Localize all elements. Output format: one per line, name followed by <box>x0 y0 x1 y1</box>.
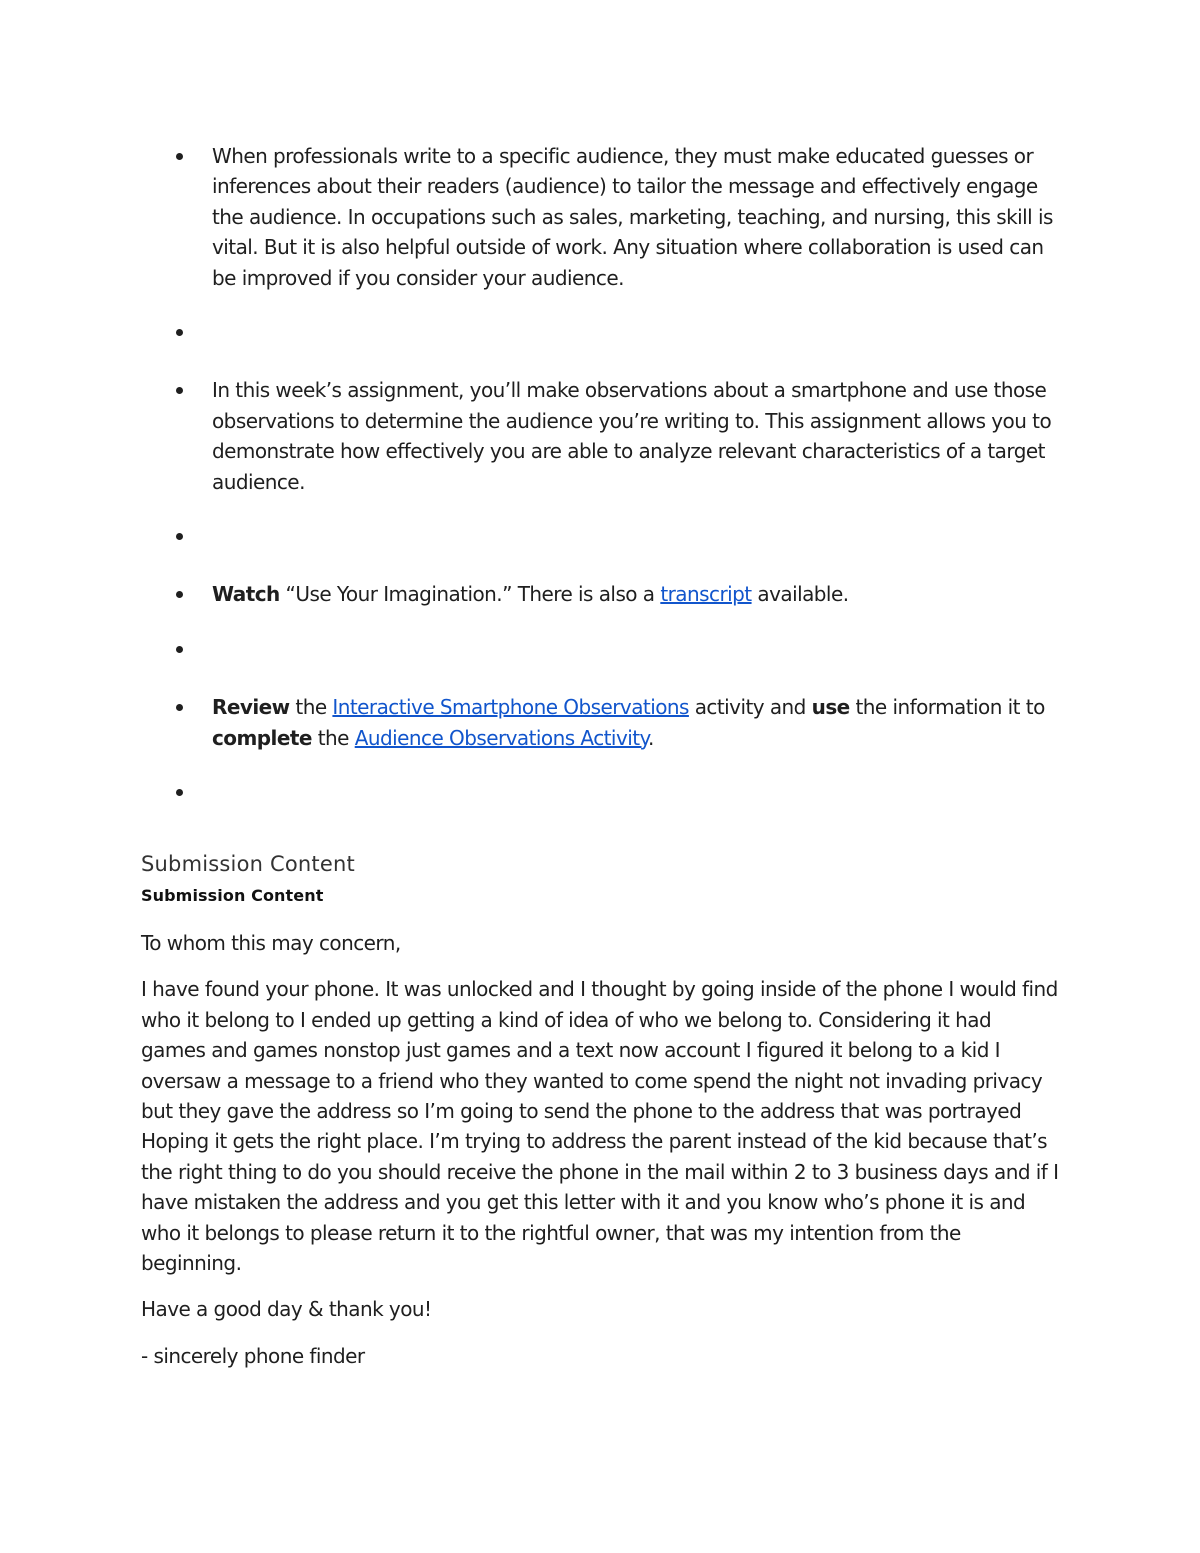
bullet-icon <box>176 533 183 540</box>
spacer <box>212 610 1072 634</box>
audience-observations-activity-link[interactable]: Audience Observations Activity <box>354 725 648 750</box>
letter-body <box>141 928 1061 1387</box>
spacer <box>212 497 1072 521</box>
bullet-icon <box>176 387 183 394</box>
list-item-text: activity and <box>688 695 812 720</box>
spacer <box>212 347 1072 375</box>
list-item-text: the <box>311 725 355 750</box>
submission-heading: Submission Content <box>141 852 355 876</box>
empty-list-item <box>212 777 1072 807</box>
transcript-link[interactable]: transcript <box>660 582 752 607</box>
spacer <box>212 753 1072 777</box>
bullet-icon <box>176 789 183 796</box>
spacer <box>212 664 1072 692</box>
list-item-text: available. <box>751 582 849 607</box>
spacer <box>212 551 1072 579</box>
submission-subheading: Submission Content <box>141 886 324 905</box>
bullet-icon <box>176 329 183 336</box>
list-item <box>212 579 1072 609</box>
empty-list-item <box>212 634 1072 664</box>
bullet-icon <box>176 591 183 598</box>
instruction-list <box>212 141 1072 807</box>
letter-closing: Have a good day & thank you! <box>141 1297 432 1322</box>
use-keyword: use <box>811 695 850 720</box>
letter-paragraph: I have found your phone. It was unlocked and I thought by going inside of the phone I would find who it belong to I ended up getting a kind of idea of who we belong to. Considering it had games and games nonstop just games and a text now account I figured it belong to a kid I oversaw a message to a friend who they wanted to come spend the night not invading privacy but they gave the address so I’m going to send the phone to the address that was portrayed Hoping it gets the right place. I’m trying to address the parent instead of the kid because that’s the right thing to do you should receive the phone in the mail within 2 to 3 business days and if I have mistaken the address and you get this letter with it and you know who’s phone it is and who it belongs to please return it to the rightful owner, that was my intention from the beginning. <box>141 977 1059 1276</box>
letter-signature: - sincerely phone finder <box>141 1343 365 1368</box>
list-item <box>212 375 1072 497</box>
list-item-text: . <box>647 725 654 750</box>
review-keyword: Review <box>212 695 290 720</box>
interactive-smartphone-observations-link[interactable]: Interactive Smartphone Observations <box>332 695 689 720</box>
empty-list-item <box>212 521 1072 551</box>
bullet-icon <box>176 153 183 160</box>
list-item-text: the information it to <box>849 695 1045 720</box>
list-item-text: When professionals write to a specific audience, they must make educated guesses or inferences about their readers (audience) to tailor the message and effectively engage the audience. In occupations such as sales, marketing, teaching, and nursing, this skill is vital. But it is also helpful outside of work. Any situation where collaboration is used can be improved if you consider your audience. <box>212 144 1053 290</box>
complete-keyword: complete <box>212 725 312 750</box>
bullet-icon <box>176 646 183 653</box>
watch-keyword: Watch <box>212 582 280 607</box>
list-item <box>212 692 1072 753</box>
bullet-icon <box>176 704 183 711</box>
letter-greeting: To whom this may concern, <box>141 931 401 955</box>
empty-list-item <box>212 317 1072 347</box>
list-item-text: “Use Your Imagination.” There is also a <box>279 582 661 607</box>
spacer <box>212 293 1072 317</box>
list-item-text: the <box>289 695 333 720</box>
list-item-text: In this week’s assignment, you’ll make observations about a smartphone and use those observations to determine the audience you’re writing to. This assignment allows you to demonstrate how effectively you are able to analyze relevant characteristics of a target audience. <box>212 378 1052 494</box>
list-item <box>212 141 1072 293</box>
